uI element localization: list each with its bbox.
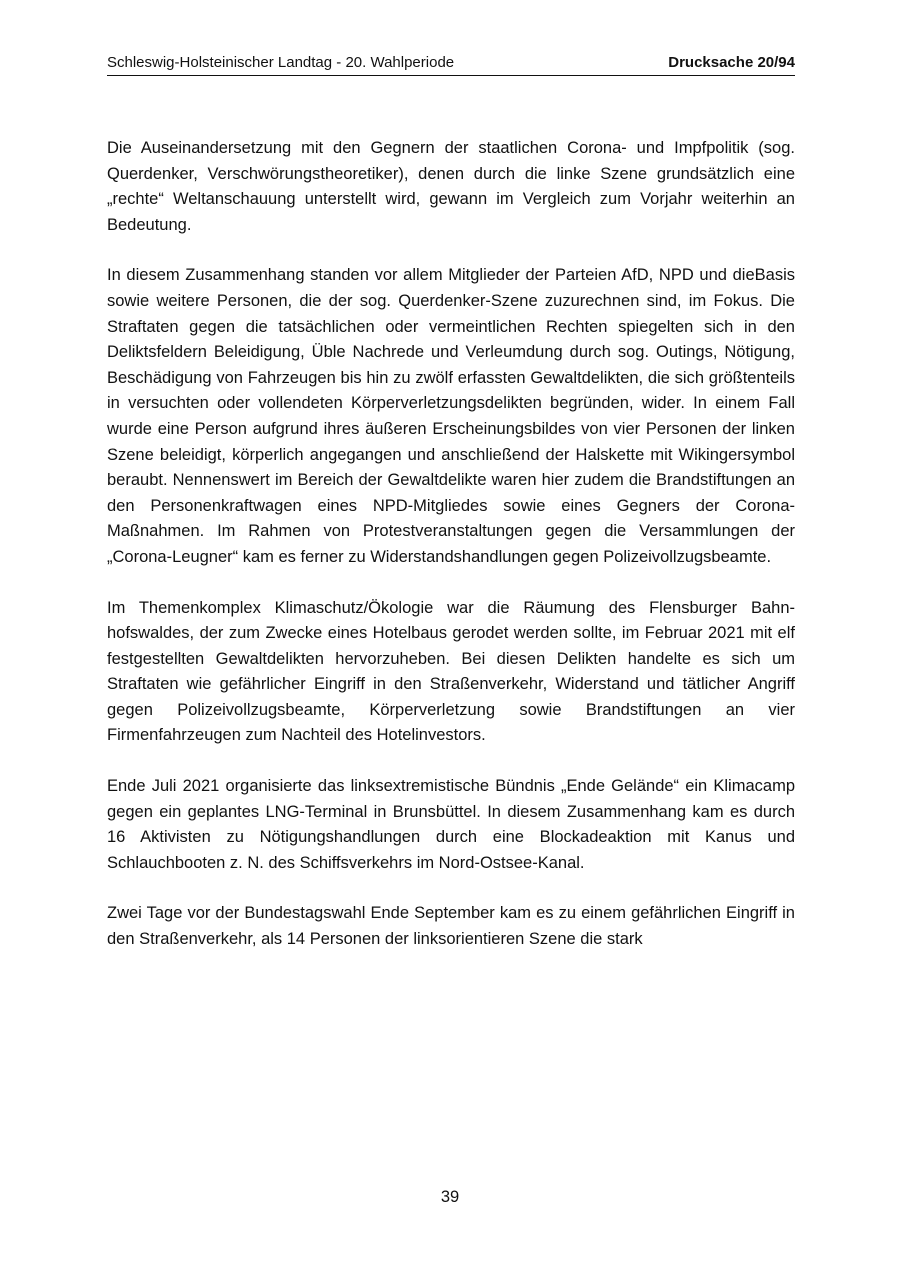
paragraph-federal-election: Zwei Tage vor der Bundestagswahl Ende September kam es zu einem gefährlichen Eingriff in den Straßenverkehr, als 14 Personen der linksorientieren Szene die stark <box>107 904 795 949</box>
page-header <box>107 53 795 76</box>
header-document-title: Schleswig-Holsteinischer Landtag - 20. Wahlperiode <box>107 54 455 71</box>
header-document-number: Drucksache 20/94 <box>668 54 795 71</box>
paragraph-corona-opponents: Die Auseinandersetzung mit den Gegnern der staatlichen Corona- und Impfpolitik (sog. Querdenker, Verschwörungstheoretiker), denen durch die linke Szene grundsätzlich eine „rechte“ Weltanschauung unterstellt wird, gewann im Vergleich zum Vorjahr weiterhin an Bedeutung. <box>107 139 795 234</box>
page-number: 39 <box>440 1188 460 1206</box>
paragraph-climate-camp: Ende Juli 2021 organisierte das linksextremistische Bündnis „Ende Gelände“ ein Klimacamp gegen ein geplantes LNG-Terminal in Brunsbüttel. In diesem Zusammenhang kam es durch 16 Aktivisten zu Nötigungshandlungen durch eine Blockadeaktion mit Kanus und Schlauchbooten z. N. des Schiffsverkehrs im Nord-Ostsee-Kanal. <box>107 777 795 872</box>
paragraph-climate-ecology: Im Themenkomplex Klimaschutz/Ökologie war die Räumung des Flensburger Bahnhofswaldes, der zum Zwecke eines Hotelbaus gerodet werden sollte, im Februar 2021 mit elf festgestellten Gewaltdelikten hervorzuheben. Bei diesen Delikten handelte es sich um Straftaten wie gefährlicher Eingriff in den Straßenverkehr, Widerstand und tätlicher Angriff gegen Polizeivollzugsbeamte, Körperverletzung sowie Brandstiftungen an vier Firmenfahrzeugen zum Nachteil des Hotelinvestors. <box>107 598 795 745</box>
paragraph-party-members: In diesem Zusammenhang standen vor allem Mitglieder der Parteien AfD, NPD und dieBasis sowie weitere Personen, die der sog. Querdenker-Szene zuzurechnen sind, im Fokus. Die Straftaten gegen die tatsächlichen oder vermeintlichen Rechten spiegelten sich in den Deliktsfeldern Beleidigung, Üble Nachrede und Verleumdung durch sog. Outings, Nötigung, Beschädigung von Fahrzeugen bis hin zu zwölf erfassten Gewaltdelikten, die sich größtenteils in versuchten oder vollendeten Körperverletzungsdelikten begründen, wider. In einem Fall wurde eine Person aufgrund ihres äußeren Erscheinungsbildes von vier Personen der linken Szene beleidigt, körperlich angegangen und anschließend der Halskette mit Wikingersymbol beraubt. Nennenswert im Bereich der Gewaltdelikte waren hier zudem die Brandstiftungen an den Personenkraftwagen eines NPD-Mitgliedes sowie eines Gegners der Corona-Maßnahmen. Im Rahmen von Protestveranstaltungen gegen die Versammlungen der „Corona-Leugner“ kam es ferner zu Widerstandshandlungen gegen Polizeivollzugsbeamte. <box>107 266 795 566</box>
body-text <box>107 136 795 978</box>
